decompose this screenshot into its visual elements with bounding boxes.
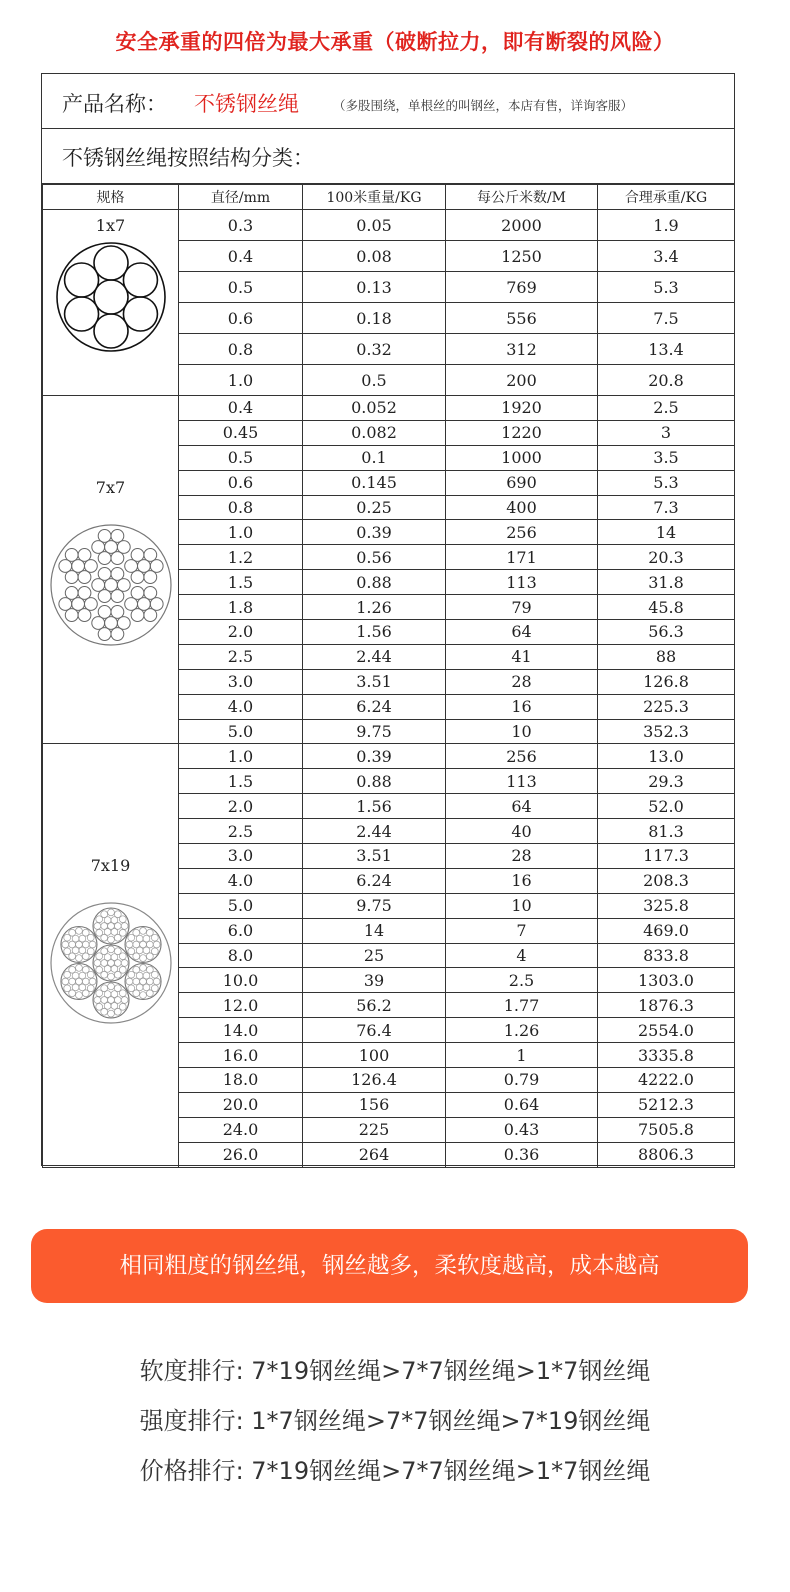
meters-per-kg-cell: 10: [446, 719, 598, 744]
meters-per-kg-cell: 0.43: [446, 1117, 598, 1142]
table-header-row: [43, 185, 735, 210]
weight-cell: 0.39: [303, 520, 446, 545]
diameter-cell: 1.0: [179, 365, 303, 396]
diameter-cell: 0.5: [179, 272, 303, 303]
load-cell: 3335.8: [598, 1043, 735, 1068]
table-row: [43, 210, 735, 241]
weight-cell: 0.145: [303, 470, 446, 495]
load-cell: 5.3: [598, 272, 735, 303]
diameter-cell: 2.0: [179, 794, 303, 819]
meters-per-kg-cell: 10: [446, 893, 598, 918]
diameter-cell: 10.0: [179, 968, 303, 993]
meters-per-kg-cell: 1920: [446, 396, 598, 421]
load-cell: 7.3: [598, 495, 735, 520]
diameter-cell: 0.3: [179, 210, 303, 241]
diameter-cell: 1.5: [179, 570, 303, 595]
meters-per-kg-cell: 16: [446, 868, 598, 893]
rope-1x7-icon: [55, 241, 167, 353]
load-cell: 7.5: [598, 303, 735, 334]
diameter-cell: 0.8: [179, 334, 303, 365]
weight-cell: 225: [303, 1117, 446, 1142]
weight-cell: 1.56: [303, 620, 446, 645]
load-cell: 8806.3: [598, 1142, 735, 1167]
weight-cell: 9.75: [303, 719, 446, 744]
meters-per-kg-cell: 64: [446, 620, 598, 645]
meters-per-kg-cell: 28: [446, 844, 598, 869]
load-cell: 469.0: [598, 918, 735, 943]
spec-label: 7x19: [90, 856, 131, 876]
meters-per-kg-cell: 79: [446, 595, 598, 620]
weight-cell: 100: [303, 1043, 446, 1068]
weight-cell: 56.2: [303, 993, 446, 1018]
meters-per-kg-cell: 400: [446, 495, 598, 520]
meters-per-kg-cell: 200: [446, 365, 598, 396]
meters-per-kg-cell: 0.64: [446, 1092, 598, 1117]
meters-per-kg-cell: 556: [446, 303, 598, 334]
meters-per-kg-cell: 1: [446, 1043, 598, 1068]
diameter-cell: 2.0: [179, 620, 303, 645]
weight-cell: 1.56: [303, 794, 446, 819]
diameter-cell: 0.6: [179, 303, 303, 334]
load-cell: 1303.0: [598, 968, 735, 993]
diameter-cell: 1.0: [179, 744, 303, 769]
diameter-cell: 18.0: [179, 1068, 303, 1093]
diameter-cell: 3.0: [179, 844, 303, 869]
weight-cell: 6.24: [303, 694, 446, 719]
load-cell: 88: [598, 644, 735, 669]
rope-7x7-icon: [49, 523, 173, 647]
load-cell: 5.3: [598, 470, 735, 495]
diameter-cell: 3.0: [179, 669, 303, 694]
meters-per-kg-cell: 256: [446, 520, 598, 545]
meters-per-kg-cell: 1.26: [446, 1018, 598, 1043]
weight-cell: 0.13: [303, 272, 446, 303]
table-row: [43, 396, 735, 421]
load-cell: 325.8: [598, 893, 735, 918]
diameter-cell: 26.0: [179, 1142, 303, 1167]
load-cell: 14: [598, 520, 735, 545]
ranking-strength: 强度排行: 1*7钢丝绳>7*7钢丝绳>7*19钢丝绳: [139, 1407, 651, 1435]
weight-cell: 0.05: [303, 210, 446, 241]
weight-cell: 0.56: [303, 545, 446, 570]
table-row: [43, 744, 735, 769]
product-name-row: [42, 74, 734, 129]
meters-per-kg-cell: 16: [446, 694, 598, 719]
meters-per-kg-cell: 0.36: [446, 1142, 598, 1167]
load-cell: 45.8: [598, 595, 735, 620]
weight-cell: 0.1: [303, 445, 446, 470]
load-cell: 13.0: [598, 744, 735, 769]
spec-table: [42, 184, 735, 1168]
meters-per-kg-cell: 2.5: [446, 968, 598, 993]
weight-cell: 2.44: [303, 819, 446, 844]
header-spec: 规格: [43, 185, 179, 210]
spec-sheet: [41, 73, 735, 1166]
diameter-cell: 6.0: [179, 918, 303, 943]
weight-cell: 0.082: [303, 420, 446, 445]
load-cell: 13.4: [598, 334, 735, 365]
load-cell: 1876.3: [598, 993, 735, 1018]
weight-cell: 0.052: [303, 396, 446, 421]
diameter-cell: 20.0: [179, 1092, 303, 1117]
meters-per-kg-cell: 113: [446, 570, 598, 595]
meters-per-kg-cell: 1220: [446, 420, 598, 445]
structure-row: [42, 129, 734, 184]
header-diameter: 直径/mm: [179, 185, 303, 210]
load-cell: 20.8: [598, 365, 735, 396]
weight-cell: 6.24: [303, 868, 446, 893]
info-banner: 相同粗度的钢丝绳，钢丝越多，柔软度越高，成本越高: [31, 1229, 748, 1303]
meters-per-kg-cell: 690: [446, 470, 598, 495]
weight-cell: 0.08: [303, 241, 446, 272]
weight-cell: 76.4: [303, 1018, 446, 1043]
spec-label: 1x7: [95, 216, 126, 235]
meters-per-kg-cell: 0.79: [446, 1068, 598, 1093]
load-cell: 20.3: [598, 545, 735, 570]
load-cell: 31.8: [598, 570, 735, 595]
load-cell: 126.8: [598, 669, 735, 694]
weight-cell: 3.51: [303, 844, 446, 869]
weight-cell: 0.88: [303, 570, 446, 595]
load-cell: 5212.3: [598, 1092, 735, 1117]
spec-cell: [43, 744, 179, 1167]
load-cell: 2.5: [598, 396, 735, 421]
structure-title: 不锈钢丝绳按照结构分类：: [62, 146, 314, 170]
diameter-cell: 16.0: [179, 1043, 303, 1068]
weight-cell: 9.75: [303, 893, 446, 918]
meters-per-kg-cell: 256: [446, 744, 598, 769]
ranking-softness: 软度排行: 7*19钢丝绳>7*7钢丝绳>1*7钢丝绳: [139, 1357, 651, 1385]
meters-per-kg-cell: 1.77: [446, 993, 598, 1018]
load-cell: 208.3: [598, 868, 735, 893]
weight-cell: 3.51: [303, 669, 446, 694]
load-cell: 56.3: [598, 620, 735, 645]
weight-cell: 2.44: [303, 644, 446, 669]
meters-per-kg-cell: 171: [446, 545, 598, 570]
meters-per-kg-cell: 28: [446, 669, 598, 694]
load-cell: 3.4: [598, 241, 735, 272]
load-cell: 117.3: [598, 844, 735, 869]
meters-per-kg-cell: 64: [446, 794, 598, 819]
header-meters-per-kg: 每公斤米数/M: [446, 185, 598, 210]
load-cell: 52.0: [598, 794, 735, 819]
diameter-cell: 1.2: [179, 545, 303, 570]
weight-cell: 0.25: [303, 495, 446, 520]
diameter-cell: 12.0: [179, 993, 303, 1018]
diameter-cell: 1.8: [179, 595, 303, 620]
load-cell: 1.9: [598, 210, 735, 241]
load-cell: 3.5: [598, 445, 735, 470]
load-cell: 81.3: [598, 819, 735, 844]
weight-cell: 39: [303, 968, 446, 993]
diameter-cell: 24.0: [179, 1117, 303, 1142]
weight-cell: 0.39: [303, 744, 446, 769]
rope-7x19-icon: [49, 901, 173, 1025]
meters-per-kg-cell: 113: [446, 769, 598, 794]
meters-per-kg-cell: 4: [446, 943, 598, 968]
load-cell: 225.3: [598, 694, 735, 719]
ranking-price: 价格排行: 7*19钢丝绳>7*7钢丝绳>1*7钢丝绳: [139, 1457, 651, 1485]
load-cell: 2554.0: [598, 1018, 735, 1043]
diameter-cell: 4.0: [179, 694, 303, 719]
meters-per-kg-cell: 7: [446, 918, 598, 943]
load-cell: 833.8: [598, 943, 735, 968]
diameter-cell: 0.4: [179, 241, 303, 272]
weight-cell: 25: [303, 943, 446, 968]
diameter-cell: 8.0: [179, 943, 303, 968]
weight-cell: 156: [303, 1092, 446, 1117]
diameter-cell: 1.0: [179, 520, 303, 545]
diameter-cell: 14.0: [179, 1018, 303, 1043]
header-weight: 100米重量/KG: [303, 185, 446, 210]
diameter-cell: 0.4: [179, 396, 303, 421]
product-name-note: （多股围绕，单根丝的叫钢丝，本店有售，详询客服）: [333, 98, 634, 113]
top-warning-text: 安全承重的四倍为最大承重（破断拉力，即有断裂的风险）: [115, 30, 675, 54]
spec-cell: [43, 210, 179, 396]
product-name-label: 产品名称：: [62, 92, 167, 116]
diameter-cell: 5.0: [179, 893, 303, 918]
meters-per-kg-cell: 2000: [446, 210, 598, 241]
weight-cell: 264: [303, 1142, 446, 1167]
meters-per-kg-cell: 1000: [446, 445, 598, 470]
meters-per-kg-cell: 41: [446, 644, 598, 669]
spec-label: 7x7: [95, 478, 126, 497]
meters-per-kg-cell: 769: [446, 272, 598, 303]
load-cell: 7505.8: [598, 1117, 735, 1142]
weight-cell: 126.4: [303, 1068, 446, 1093]
weight-cell: 0.18: [303, 303, 446, 334]
header-load: 合理承重/KG: [598, 185, 735, 210]
diameter-cell: 2.5: [179, 644, 303, 669]
weight-cell: 0.32: [303, 334, 446, 365]
load-cell: 352.3: [598, 719, 735, 744]
diameter-cell: 2.5: [179, 819, 303, 844]
meters-per-kg-cell: 312: [446, 334, 598, 365]
diameter-cell: 1.5: [179, 769, 303, 794]
diameter-cell: 0.45: [179, 420, 303, 445]
diameter-cell: 0.6: [179, 470, 303, 495]
diameter-cell: 4.0: [179, 868, 303, 893]
weight-cell: 1.26: [303, 595, 446, 620]
meters-per-kg-cell: 1250: [446, 241, 598, 272]
diameter-cell: 0.5: [179, 445, 303, 470]
spec-cell: [43, 396, 179, 744]
load-cell: 29.3: [598, 769, 735, 794]
weight-cell: 14: [303, 918, 446, 943]
weight-cell: 0.88: [303, 769, 446, 794]
product-name-value: 不锈钢丝绳: [194, 92, 299, 116]
diameter-cell: 0.8: [179, 495, 303, 520]
load-cell: 4222.0: [598, 1068, 735, 1093]
diameter-cell: 5.0: [179, 719, 303, 744]
load-cell: 3: [598, 420, 735, 445]
weight-cell: 0.5: [303, 365, 446, 396]
meters-per-kg-cell: 40: [446, 819, 598, 844]
